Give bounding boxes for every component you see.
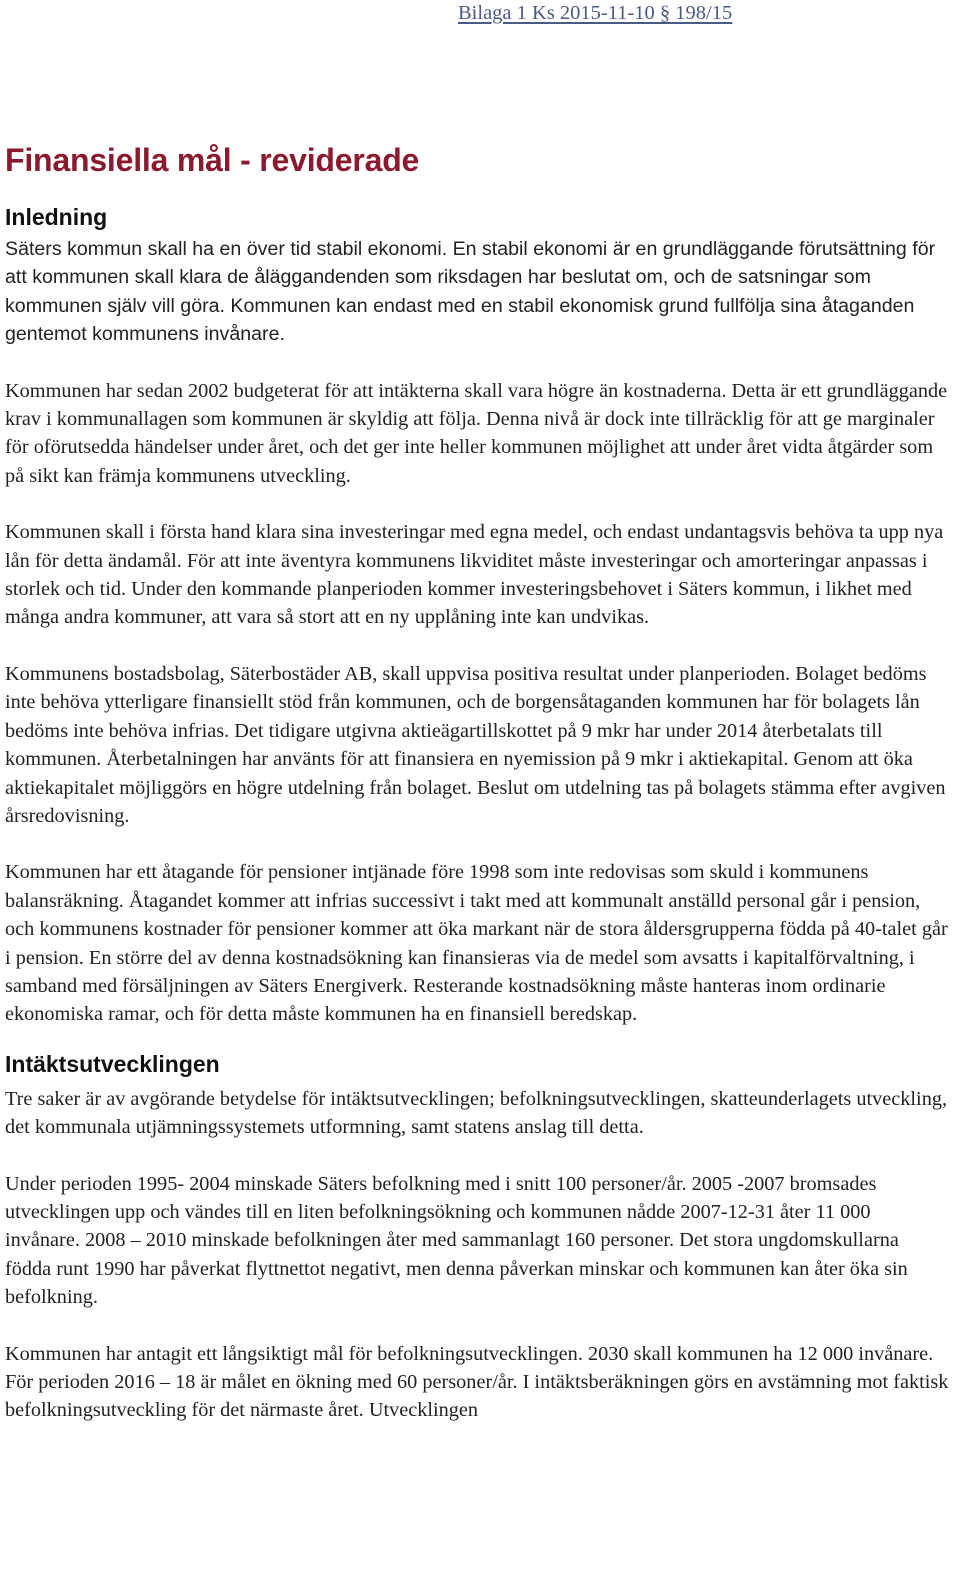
income-paragraph-2: Under perioden 1995- 2004 minskade Säters befolkning med i snitt 100 personer/år. 2005 -2007 bromsades utvecklingen upp och vändes till en liten befolkningsökning och kommunen nådde 2007-12-31 åter 11 000 invånare. 2008 – 2010 minskade befolkningen åter med sammanlagt 160 personer. Det stora ungdomskullarna födda runt 1990 har påverkat flyttnettot negativt, men denna påverkan minskar och kommunen kan åter öka sin befolkning.: [5, 1172, 908, 1309]
section-heading-intro: Inledning: [5, 204, 108, 230]
intro-paragraph-5: Kommunen har ett åtagande för pensioner intjänade före 1998 som inte redovisas som skuld i kommunens balansräkning. Åtagandet kommer att infrias successivt i takt med att kommunalt anställd personal går i pension, och kommunens kostnader för pensioner kommer att öka markant när de stora åldersgrupperna födda på 40-talet går i pension. En större del av denna kostnadsökning kan finansieras via de medel som avsatts i kapitalförvaltning, i samband med försäljningen av Säters Energiverk. Resterande kostnadsökning måste hanteras inom ordinarie ekonomiska ramar, och för detta måste kommunen ha en finansiell beredskap.: [5, 861, 948, 1026]
document-header-reference: Bilaga 1 Ks 2015-11-10 § 198/15: [458, 2, 733, 24]
intro-paragraph-2: Kommunen har sedan 2002 budgeterat för att intäkterna skall vara högre än kostnaderna. Detta är ett grundläggande krav i kommunallagen som kommunen är skyldig att följa. Denna nivå är dock inte tillräcklig för att ge marginaler för oförutsedda händelser under året, och det ger inte heller kommunen möjlighet att under året vidta åtgärder som på sikt kan främja kommunens utveckling.: [5, 379, 948, 487]
document-body: [5, 138, 950, 1425]
section-heading-income: Intäktsutvecklingen: [5, 1050, 220, 1077]
income-paragraph-3: Kommunen har antagit ett långsiktigt mål för befolkningsutvecklingen. 2030 skall kommunen ha 12 000 invånare. För perioden 2016 – 18 är målet en ökning med 60 personer/år. I intäktsberäkningen görs en avstämning mot faktisk befolkningsutveckling för det närmaste året. Utvecklingen: [5, 1342, 949, 1422]
intro-paragraph-1-text: Säters kommun skall ha en över tid stabil ekonomi. En stabil ekonomi är en grundläggande förutsättning för att kommunen skall klara de åläggandenden som riksdagen har beslutat om, och de satsningar som kommunen själv vill göra. Kommunen kan endast med en stabil ekonomisk grund fullfölja sina åtaganden gentemot kommunens invånare.: [5, 238, 936, 346]
intro-paragraph-4: Kommunens bostadsbolag, Säterbostäder AB, skall uppvisa positiva resultat under planperioden. Bolaget bedöms inte behöva ytterligare finansiellt stöd från kommunen, och de borgensåtaganden kommunen har för bolagets lån bedöms inte behöva infrias. Det tidigare utgivna aktieägartillskottet på 9 mkr har under 2014 återbetalats till kommunen. Återbetalningen har använts för att finansiera en nyemission på 9 mkr i aktiekapital. Genom att öka aktiekapitalet möjliggörs en högre utdelning från bolaget. Beslut om utdelning tas på bolagets stämma efter avgiven årsredovisning.: [5, 662, 946, 827]
page-title: Finansiella mål - reviderade: [5, 142, 420, 178]
intro-paragraph-3: Kommunen skall i första hand klara sina investeringar med egna medel, och endast undantagsvis behöva ta upp nya lån för detta ändamål. För att inte äventyra kommunens likviditet måste investeringar och amorteringar anpassas i storlek och tid. Under den kommande planperioden kommer investeringsbehovet i Säters kommun, i likhet med många andra kommuner, att vara så stort att en ny upplåning inte kan undvikas.: [5, 521, 944, 629]
income-paragraph-1: Tre saker är av avgörande betydelse för intäktsutvecklingen; befolkningsutvecklingen, skatteunderlagets utveckling, det kommunala utjämningssystemets utformning, samt statens anslag till detta.: [5, 1087, 948, 1139]
intro-paragraph-1: [5, 235, 950, 349]
